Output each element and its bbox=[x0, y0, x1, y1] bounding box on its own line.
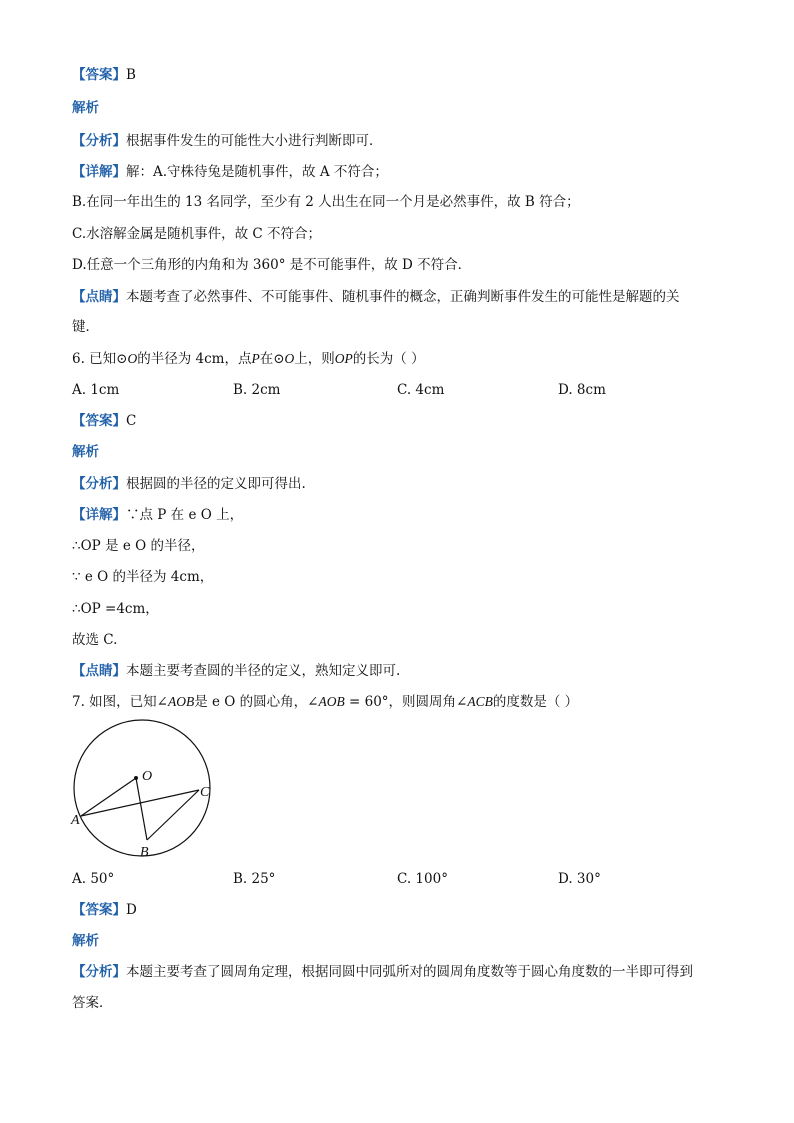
q7-stem-part: 是 e O 的圆心角，∠ bbox=[194, 694, 319, 710]
dianjing-text: 本题考查了必然事件、不可能事件、随机事件的概念，正确判断事件发生的可能性是解题的关 bbox=[126, 289, 680, 305]
fenxi-line-q7 bbox=[72, 963, 693, 981]
question-7-stem bbox=[72, 693, 578, 711]
label-o: O bbox=[142, 769, 153, 784]
analysis-tag: 解析 bbox=[72, 444, 99, 460]
fenxi-text: 本题主要考查了圆周角定理，根据同圆中同弧所对的圆周角度数等于圆心角度数的一半即可得到 bbox=[126, 964, 693, 980]
label-c: C bbox=[200, 785, 210, 800]
q7-var-aob: AOB bbox=[167, 694, 195, 709]
dianjing-tag: 【点睛】 bbox=[72, 289, 126, 305]
dianjing-text: 本题主要考查圆的半径的定义，熟知定义即可. bbox=[126, 663, 401, 679]
segment-bc bbox=[147, 790, 199, 840]
q6-step-2: ∵ e O 的半径为 4cm， bbox=[72, 569, 214, 585]
xiangjie-line-q6 bbox=[72, 506, 243, 524]
analysis-heading-q7 bbox=[72, 932, 99, 950]
answer-line-q5 bbox=[72, 66, 136, 84]
q6-stem-part: 在⊙ bbox=[259, 351, 285, 367]
dianjing-line-q6 bbox=[72, 662, 400, 680]
fenxi-text: 根据圆的半径的定义即可得出. bbox=[126, 476, 306, 492]
segment-ob bbox=[136, 778, 147, 840]
q6-var-o: O bbox=[127, 351, 138, 366]
q7-option-a: A. 50° bbox=[72, 871, 115, 887]
q6-step-4: 故选 C. bbox=[72, 632, 118, 648]
q6-stem-part: 上，则 bbox=[294, 351, 335, 367]
q6-var-o: O bbox=[284, 351, 295, 366]
center-point bbox=[134, 776, 138, 780]
answer-tag: 【答案】 bbox=[72, 67, 126, 83]
analysis-tag: 解析 bbox=[72, 100, 99, 116]
q6-option-c: C. 4cm bbox=[397, 382, 445, 398]
dianjing-continuation: 键． bbox=[72, 319, 99, 335]
q7-option-c: C. 100° bbox=[397, 871, 448, 887]
q6-option-a: A. 1cm bbox=[72, 382, 120, 398]
q6-option-d: D. 8cm bbox=[558, 382, 606, 398]
xiangjie-text: ∵点 P 在 e O 上， bbox=[126, 507, 244, 523]
q7-stem-part: = 60°，则圆周角∠ bbox=[344, 694, 468, 710]
q7-var-acb: ACB bbox=[467, 694, 493, 709]
xiangjie-tag: 【详解】 bbox=[72, 164, 126, 180]
xiangjie-tag: 【详解】 bbox=[72, 507, 126, 523]
q6-step-1: ∴OP 是 e O 的半径， bbox=[72, 538, 205, 554]
answer-line-q6 bbox=[72, 412, 136, 430]
fenxi-text: 根据事件发生的可能性大小进行判断即可． bbox=[126, 133, 383, 149]
q6-option-b: B. 2cm bbox=[233, 382, 281, 398]
q7-option-b: B. 25° bbox=[233, 871, 276, 887]
q6-var-p: P bbox=[251, 351, 260, 366]
question-6-stem bbox=[72, 350, 425, 368]
solution-line-b: B.在同一年出生的 13 名同学，至少有 2 人出生在同一个月是必然事件，故 B 符合； bbox=[72, 194, 580, 210]
xiangjie-text: 解：A.守株待兔是随机事件，故 A 不符合； bbox=[126, 164, 388, 180]
analysis-heading-q6 bbox=[72, 443, 99, 461]
q7-stem-part: 的度数是（ ） bbox=[492, 694, 579, 710]
answer-line-q7 bbox=[72, 901, 137, 919]
circle-outline bbox=[74, 720, 210, 856]
q6-stem-part: 的半径为 4cm，点 bbox=[137, 351, 252, 367]
solution-line-d: D.任意一个三角形的内角和为 360° 是不可能事件，故 D 不符合． bbox=[72, 257, 472, 273]
fenxi-line-q5 bbox=[72, 132, 383, 150]
label-b: B bbox=[140, 845, 149, 860]
fenxi-tag: 【分析】 bbox=[72, 476, 126, 492]
q6-step-3: ∴OP =4cm， bbox=[72, 601, 159, 617]
xiangjie-line-q5 bbox=[72, 163, 388, 181]
fenxi-line-q6 bbox=[72, 475, 306, 493]
q6-var-op: OP bbox=[334, 351, 353, 366]
answer-value: D bbox=[126, 902, 137, 918]
label-a: A bbox=[71, 813, 80, 828]
dianjing-tag: 【点睛】 bbox=[72, 663, 126, 679]
q7-option-d: D. 30° bbox=[558, 871, 601, 887]
analysis-heading-q5 bbox=[72, 99, 99, 117]
segment-ac bbox=[81, 790, 199, 816]
q7-stem-part: 7. 如图，已知∠ bbox=[72, 694, 168, 710]
q7-var-aob: AOB bbox=[318, 694, 345, 709]
solution-line-c: C.水溶解金属是随机事件，故 C 不符合； bbox=[72, 226, 322, 242]
answer-value: B bbox=[126, 67, 136, 83]
fenxi-tag: 【分析】 bbox=[72, 964, 126, 980]
q6-stem-part: 的长为（ ） bbox=[352, 351, 425, 367]
q6-stem-part: 6. 已知⊙ bbox=[72, 351, 128, 367]
fenxi-tag: 【分析】 bbox=[72, 133, 126, 149]
dianjing-line-q5 bbox=[72, 288, 680, 306]
circle-figure bbox=[68, 716, 228, 864]
analysis-tag: 解析 bbox=[72, 933, 99, 949]
answer-tag: 【答案】 bbox=[72, 902, 126, 918]
fenxi-continuation: 答案． bbox=[72, 995, 113, 1011]
answer-value: C bbox=[126, 413, 137, 429]
answer-tag: 【答案】 bbox=[72, 413, 126, 429]
